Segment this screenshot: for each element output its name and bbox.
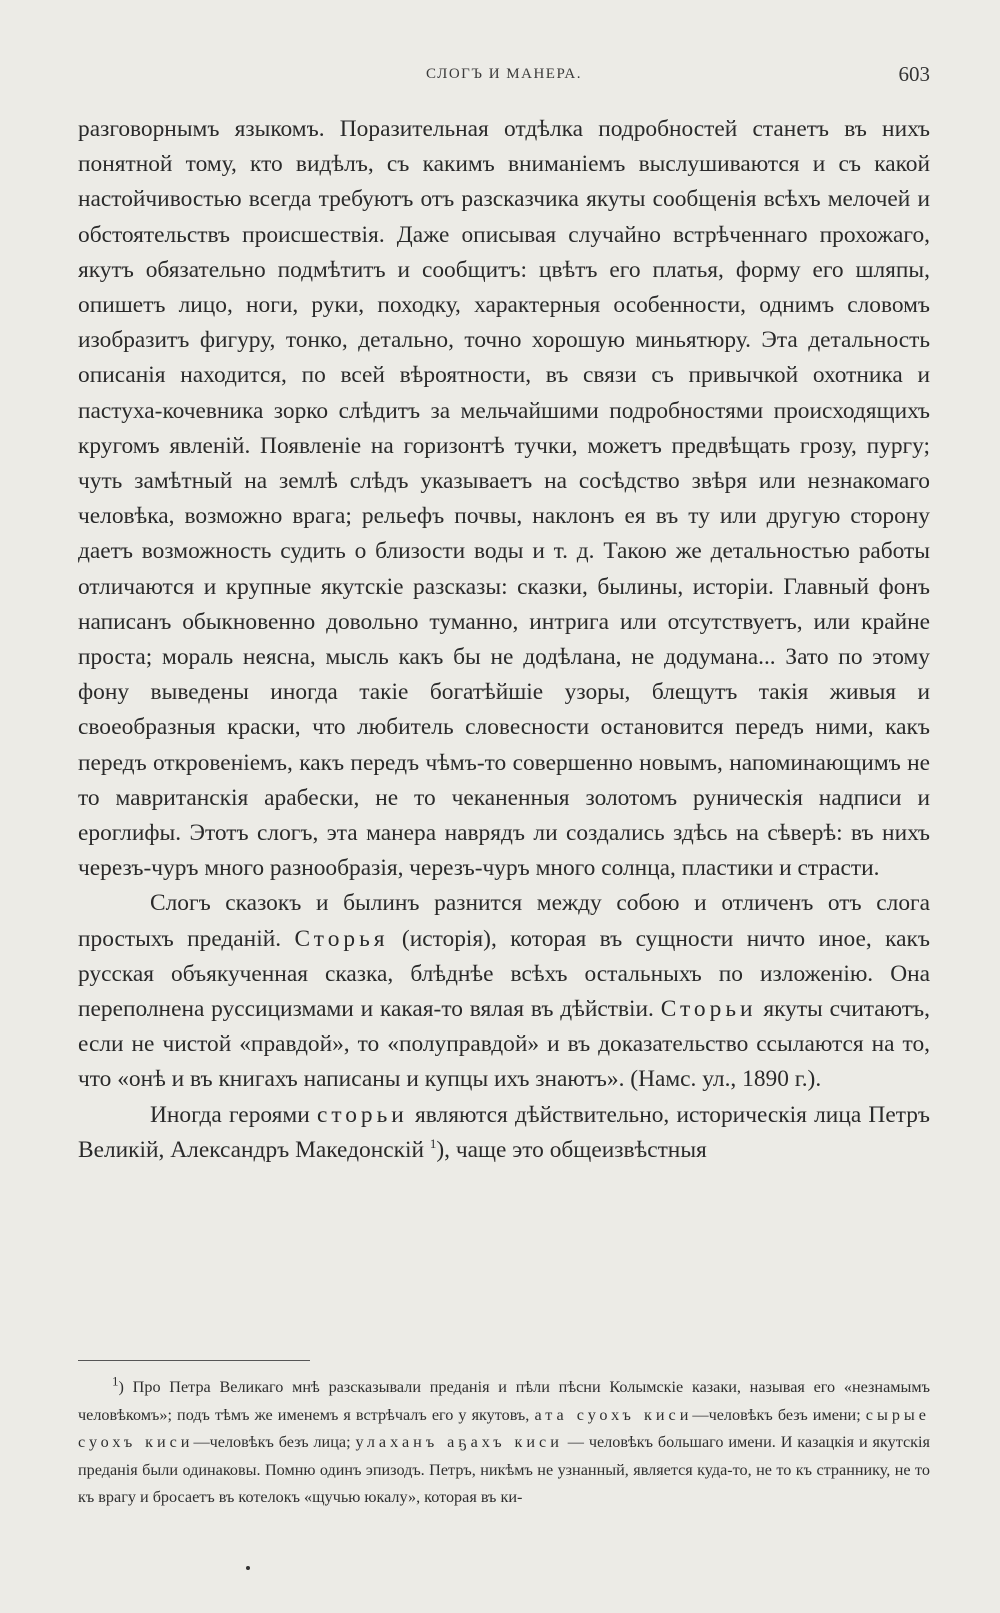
paragraph-text: разговорнымъ языкомъ. Поразительная отдѣлка подробностей станетъ въ нихъ понятной тому, кто видѣлъ, съ какимъ вниманіемъ выслушиваются и съ какой настойчивостью всегда требуютъ отъ разсказчика якуты сообщенія всѣхъ мелочей и обстоятельствъ происшествія. Даже описывая случайно встрѣченнаго прохожаго, якутъ обязательно подмѣтитъ и сообщитъ: цвѣтъ его платья, форму его шляпы, опишетъ лицо, ноги, руки, походку, характерныя особенности, однимъ словомъ изобразитъ фигуру, тонко, детально, точно хорошую миньятюру. Эта детальность описанія находится, по всей вѣроятности, въ связи съ привычкой охотника и пастуха-кочевника зорко слѣдитъ за мельчайшими подробностями происходящихъ кругомъ явленій. Появленіе на горизонтѣ тучки, можетъ предвѣщать грозу, пургу; чуть замѣтный на землѣ слѣдъ указываетъ на сосѣдство звѣря или незнакомаго человѣка, возможно врага; рельефъ почвы, наклонъ ея въ ту или другую сторону даетъ возможность судить о близости воды и т. д. Такою же детальностью работы отличаются и крупные якутскіе разсказы: сказки, былины, исторіи. Главный фонъ написанъ обыкновенно довольно туманно, интрига или отсутствуетъ, или крайне проста; мораль неясна, мысль какъ бы не додѣлана, не додумана... Зато по этому фону выведены иногда такіе богатѣйшіе узоры, блещутъ такія живыя и своеобразныя краски, что любитель словесности остановится передъ ними, какъ передъ откровеніемъ, какъ передъ чѣмъ-то совершенно новымъ, напоминающимъ не то мавританскія арабески, не то чеканенныя золотомъ руническія надписи и ероглифы. Этотъ слогъ, эта манера наврядъ ли создались здѣсь на сѣверѣ: въ нихъ черезъ-чуръ много разнообразія, черезъ-чуръ много солнца, пластики и страсти.: [78, 116, 930, 882]
spaced-term: Сторьи: [660, 996, 757, 1023]
footnote: [78, 1374, 930, 1512]
paragraph: [78, 1098, 930, 1168]
page-number: 603: [898, 62, 930, 86]
paragraph-text: ), чаще это общеизвѣстныя: [436, 1136, 707, 1163]
footnotes: [78, 1374, 930, 1512]
footnote-text: —человѣкъ безъ имени;: [692, 1405, 866, 1424]
spaced-term: ата суохъ киси: [534, 1405, 693, 1424]
spaced-term: сторьи: [316, 1101, 408, 1128]
print-speck: [246, 1566, 250, 1570]
paragraph: [78, 886, 930, 1097]
footnote-text: — человѣкъ большаго имени. И казацкія и якутскія преданія были одинаковы. Помню одинъ эпизодъ. Петръ, никѣмъ не узнанный, является куда-то, не то къ страннику, не то къ врагу и бросаетъ въ котелокъ «щучью юкалу», которая въ ки-: [78, 1433, 930, 1506]
paragraph-text: Иногда героями: [150, 1101, 317, 1128]
footnote-text: —человѣкъ безъ лица;: [193, 1433, 356, 1451]
running-title: СЛОГЪ И МАНЕРА.: [426, 66, 582, 82]
paragraph-text: (исторія), которая въ сущности ничто иное, какъ русская объякученная сказка, блѣднѣе всѣхъ остальныхъ по изложенію. Она переполнена руссицизмами и какая-то вялая въ дѣйствіи.: [78, 925, 931, 1023]
spaced-term: улаханъ аҕахъ киси: [355, 1433, 563, 1451]
paragraph-text: Слогъ сказокъ и былинъ разнится между собою и отличенъ отъ слога простыхъ преданій.: [78, 890, 930, 952]
paragraph: [78, 112, 930, 886]
spaced-term: сырые суохъ киси: [78, 1405, 930, 1451]
footnote-text: ) Про Петра Великаго мнѣ разсказывали преданія и пѣли пѣсни Колымскіе казаки, называя его «незнамымъ человѣкомъ»; подъ тѣмъ же именемъ я встрѣчалъ его у якутовъ,: [78, 1378, 930, 1424]
running-head: [78, 62, 930, 92]
paragraph-text: якуты считаютъ, если не чистой «правдой», то «полуправдой» и въ доказательство ссылаются на то, что «онѣ и въ книгахъ написаны и купцы ихъ знаютъ». (Намс. ул., 1890 г.).: [78, 996, 930, 1093]
footnote-reference: 1: [429, 1136, 437, 1152]
spaced-term: Сторья: [294, 925, 389, 952]
body-text: [78, 112, 930, 1168]
footnote-divider: [78, 1360, 310, 1361]
paragraph-text: являются дѣйствительно, историческія лица Петръ Великій, Александръ Македонскій: [78, 1101, 931, 1163]
footnote-marker: 1: [112, 1373, 119, 1389]
